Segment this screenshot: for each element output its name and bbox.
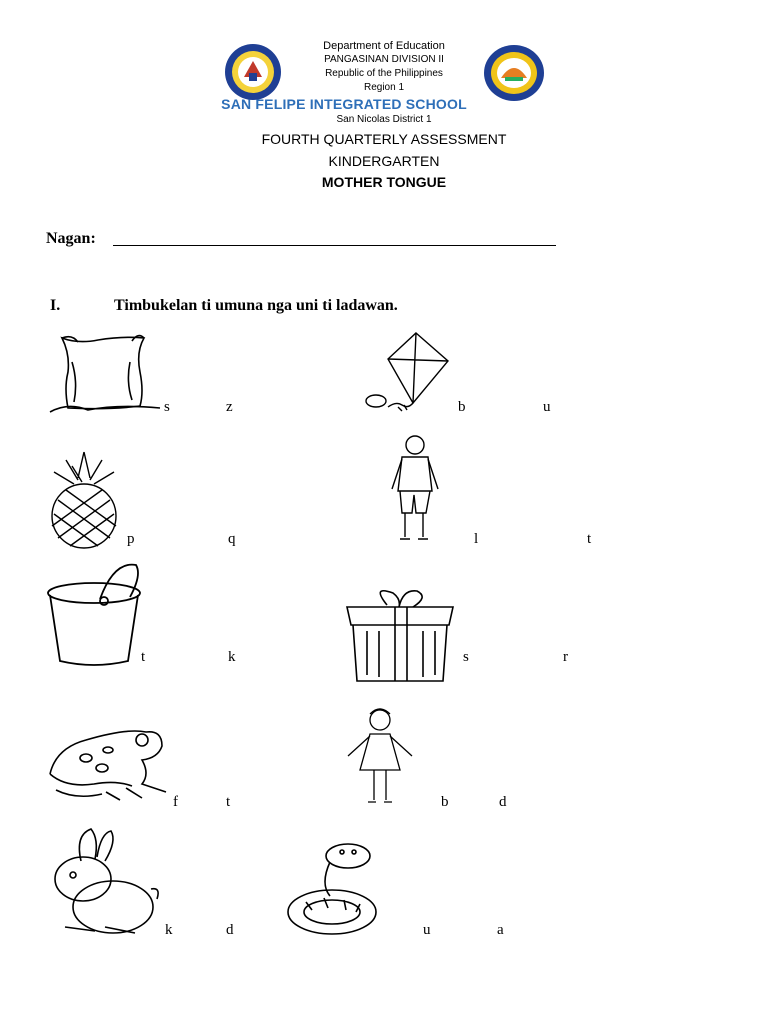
choice-q[interactable]: q — [228, 531, 236, 547]
district-name: San Nicolas District 1 — [336, 114, 432, 125]
kite-picture — [358, 331, 453, 416]
boy-picture — [390, 433, 440, 545]
choice-s[interactable]: s — [164, 399, 170, 415]
bucket-picture — [44, 561, 144, 669]
name-input-line[interactable] — [113, 229, 556, 246]
choice-u[interactable]: u — [543, 399, 551, 415]
frog-picture — [46, 718, 176, 802]
school-name: SAN FELIPE INTEGRATED SCHOOL — [221, 96, 467, 112]
subject-title: MOTHER TONGUE — [321, 174, 447, 190]
header-republic: Republic of the Philippines — [325, 68, 443, 79]
assessment-title: FOURTH QUARTERLY ASSESSMENT — [261, 131, 507, 147]
choice-u[interactable]: u — [423, 922, 431, 938]
choice-f[interactable]: f — [173, 794, 178, 810]
header-region: Region 1 — [363, 82, 405, 93]
choice-t[interactable]: t — [141, 649, 146, 665]
choice-r[interactable]: r — [563, 649, 568, 665]
header-department: Department of Education — [323, 40, 445, 52]
pineapple-picture — [46, 450, 122, 550]
choice-d[interactable]: d — [226, 922, 234, 938]
choice-k[interactable]: k — [165, 922, 173, 938]
header-division: PANGASINAN DIVISION II — [324, 54, 444, 65]
choice-b[interactable]: b — [458, 399, 466, 415]
rabbit-picture — [45, 827, 165, 937]
choice-b[interactable]: b — [441, 794, 449, 810]
choice-d[interactable]: d — [499, 794, 507, 810]
girl-picture — [340, 706, 420, 810]
choice-t[interactable]: t — [587, 531, 592, 547]
choice-l[interactable]: l — [474, 531, 479, 547]
grade-level: KINDERGARTEN — [328, 153, 440, 169]
name-label: Nagan: — [46, 230, 96, 247]
choice-z[interactable]: z — [226, 399, 233, 415]
choice-p[interactable]: p — [127, 531, 135, 547]
choice-s[interactable]: s — [463, 649, 469, 665]
section-instruction: Timbukelan ti umuna nga uni ti ladawan. — [114, 297, 398, 314]
choice-k[interactable]: k — [228, 649, 236, 665]
snake-picture — [284, 840, 384, 938]
section-number: I. — [50, 297, 61, 314]
choice-a[interactable]: a — [497, 922, 504, 938]
gift-box-picture — [343, 585, 458, 685]
sack-picture — [48, 332, 163, 414]
choice-t[interactable]: t — [226, 794, 231, 810]
